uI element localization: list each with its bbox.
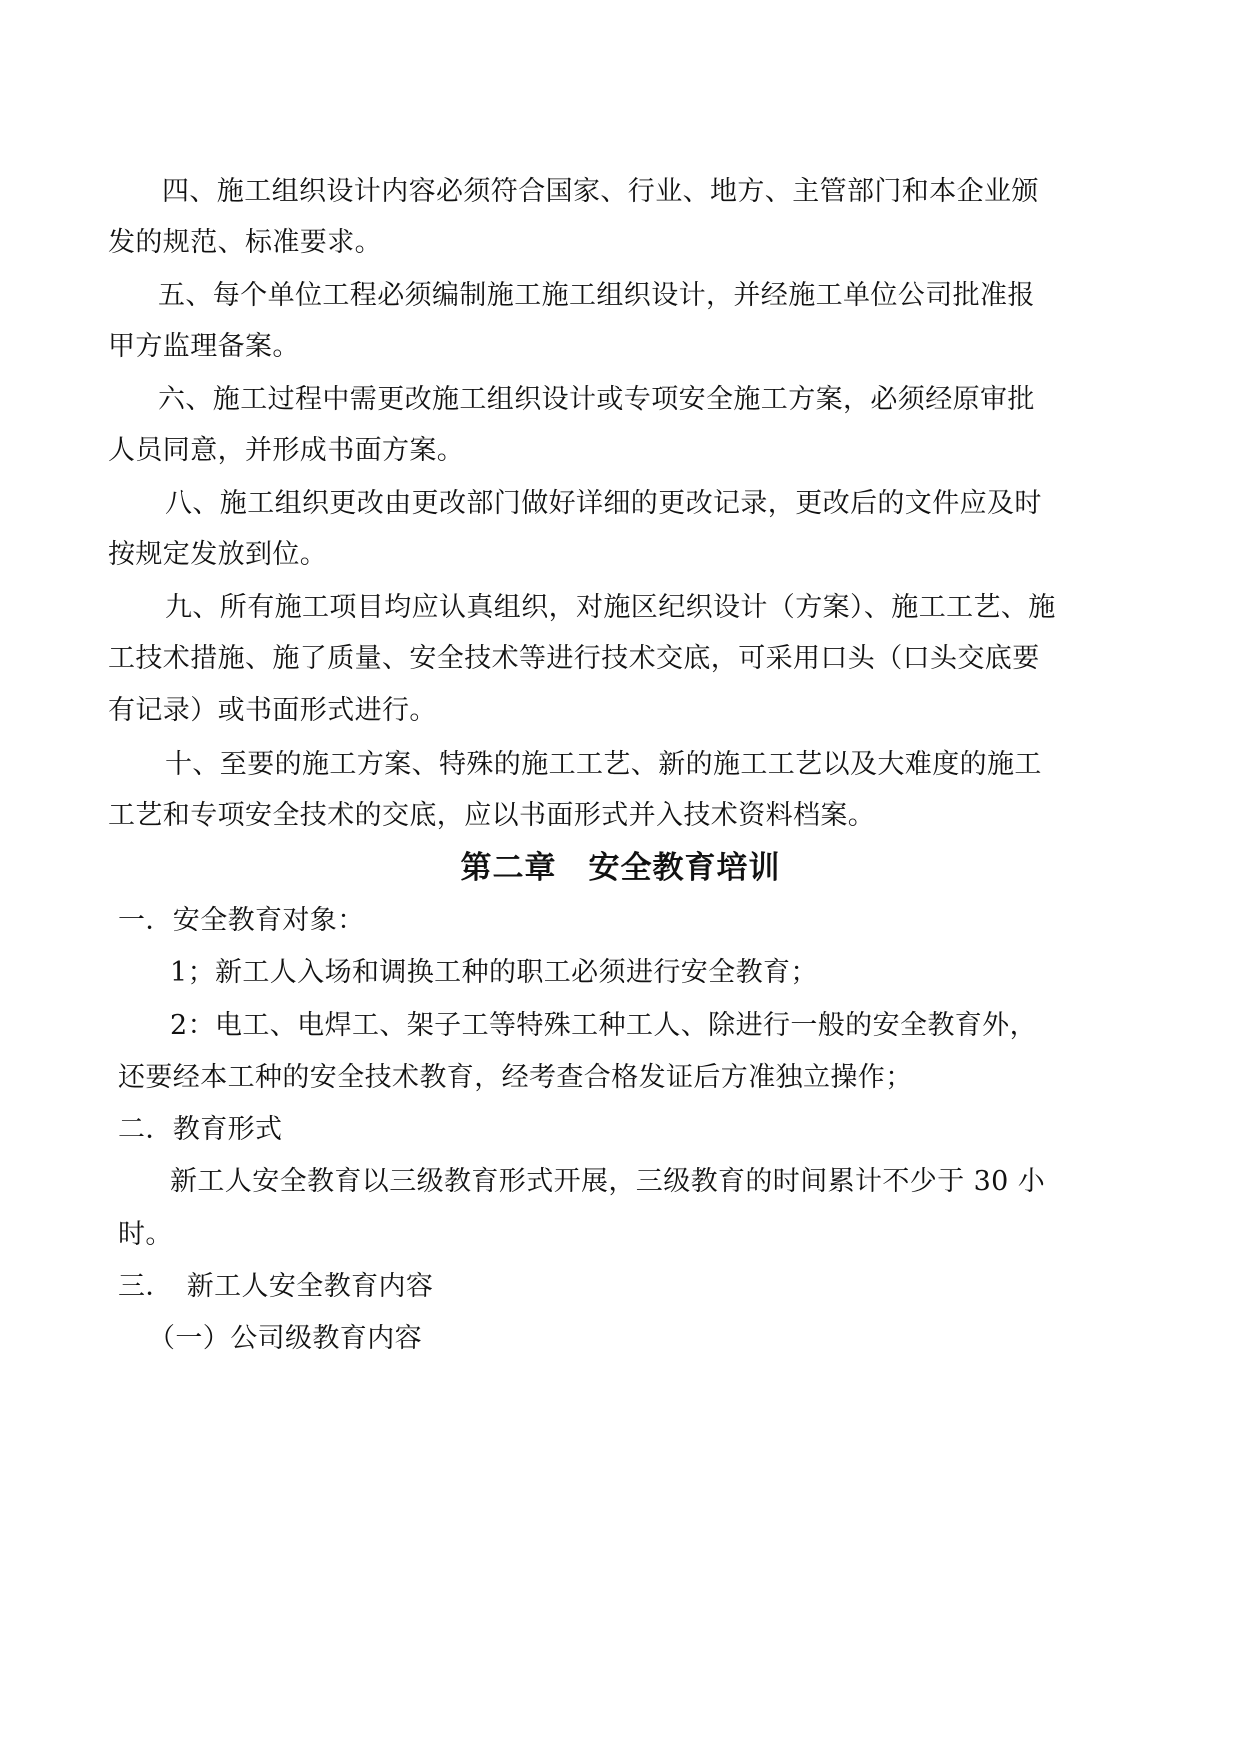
section-1-title: 一．安全教育对象：: [118, 905, 365, 936]
paragraph-9-line-2: 工技术措施、施了质量、安全技术等进行技术交底，可采用口头（口头交底要: [108, 643, 1040, 674]
paragraph-8-line-1: 八、施工组织更改由更改部门做好详细的更改记录，更改后的文件应及时: [165, 488, 1042, 519]
paragraph-4-line-1: 四、施工组织设计内容必须符合国家、行业、地方、主管部门和本企业颁: [162, 176, 1039, 207]
section-2-title: 二．教育形式: [118, 1114, 283, 1145]
section-3-title: 三． 新工人安全教育内容: [118, 1271, 434, 1302]
section-1-item-1: 1；新工人入场和调换工种的职工必须进行安全教育；: [170, 957, 818, 988]
section-2-body-line-1: 新工人安全教育以三级教育形式开展，三级教育的时间累计不少于 30 小: [170, 1166, 1046, 1197]
section-1-item-2-line-2: 还要经本工种的安全技术教育，经考查合格发证后方准独立操作；: [118, 1062, 913, 1093]
paragraph-6-line-2: 人员同意，并形成书面方案。: [108, 435, 465, 466]
chapter-heading: 第二章 安全教育培训: [460, 850, 781, 886]
paragraph-6-line-1: 六、施工过程中需更改施工组织设计或专项安全施工方案，必须经原审批: [158, 384, 1035, 415]
paragraph-9-line-3: 有记录）或书面形式进行。: [108, 695, 437, 726]
paragraph-10-line-1: 十、至要的施工方案、特殊的施工工艺、新的施工工艺以及大难度的施工: [165, 749, 1042, 780]
paragraph-9-line-1: 九、所有施工项目均应认真组织，对施区纪织设计（方案）、施工工艺、施: [165, 592, 1056, 623]
section-1-item-2-line-1: 2：电工、电焊工、架子工等特殊工种工人、除进行一般的安全教育外，: [170, 1010, 1037, 1041]
paragraph-10-line-2: 工艺和专项安全技术的交底，应以书面形式并入技术资料档案。: [108, 800, 876, 831]
section-2-body-line-2: 时。: [118, 1219, 173, 1250]
paragraph-4-line-2: 发的规范、标准要求。: [108, 227, 382, 258]
paragraph-5-line-2: 甲方监理备案。: [108, 331, 300, 362]
paragraph-8-line-2: 按规定发放到位。: [108, 539, 328, 570]
section-3-subsection: （一）公司级教育内容: [148, 1323, 422, 1354]
paragraph-5-line-1: 五、每个单位工程必须编制施工施工组织设计，并经施工单位公司批准报: [158, 280, 1035, 311]
